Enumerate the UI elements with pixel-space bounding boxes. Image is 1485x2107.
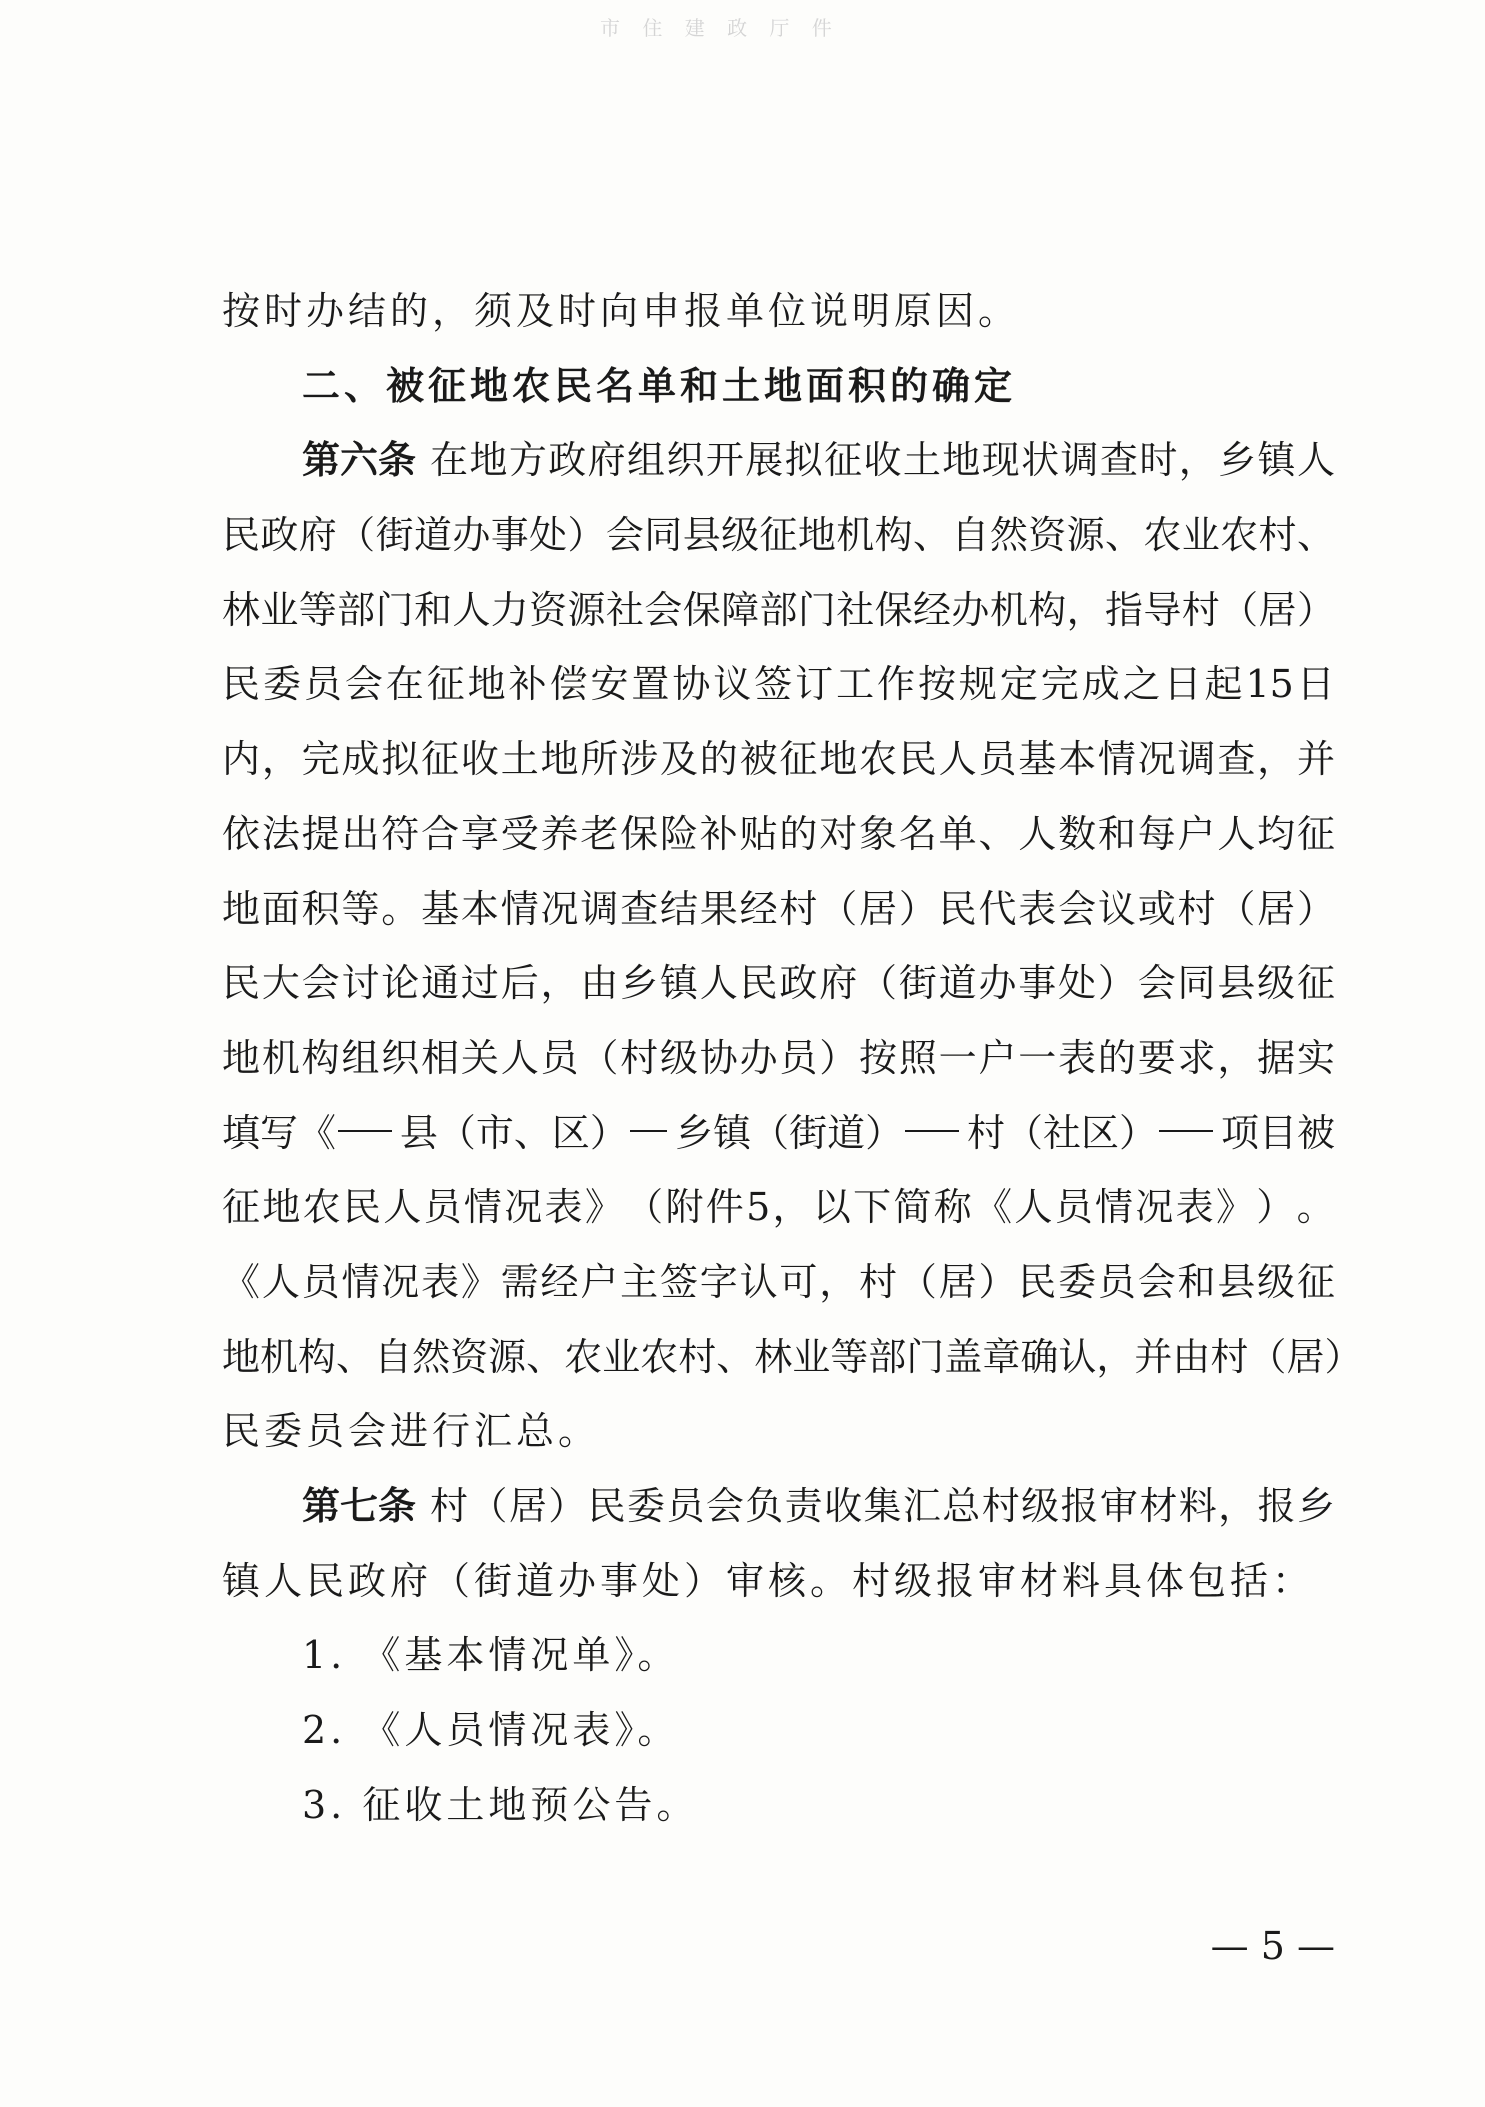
article-6-text: 在 地 方 政 府 组 织 开 展 拟 征 收 土 地 现 状 调 查 时 ， 乡 镇 人 <box>430 438 1335 483</box>
list-item: 2. 《人员情况表》。 <box>302 1708 680 1753</box>
article-7-text: 村 （ 居 ） 民 委 员 会 负 责 收 集 汇 总 村 级 报 审 材 料 ， 报 乡 <box>430 1484 1335 1528</box>
form-title-line <box>222 1096 1335 1171</box>
article-7-line <box>222 1469 1335 1544</box>
page-number: — 5 — <box>1210 1924 1335 1968</box>
article-7-label: 第七条 <box>302 1484 417 1528</box>
list-item: 3. 征收土地预公告。 <box>302 1782 699 1827</box>
text-line: 内 ， 完 成 拟 征 收 土 地 所 涉 及 的 被 征 地 农 民 人 员 基 本 情 况 调 查 ， 并 <box>222 737 1335 782</box>
blank-underline <box>905 1096 959 1132</box>
text-line: 地 机 构 组 织 相 关 人 员 （ 村 级 协 办 员 ） 按 照 一 户 一 表 的 要 求 ， 据 实 <box>222 1035 1335 1080</box>
text-line: 民 大 会 讨 论 通 过 后 ， 由 乡 镇 人 民 政 府 （ 街 道 办 事 处 ） 会 同 县 级 征 <box>222 961 1335 1006</box>
text-line: 地 机 构 、 自 然 资 源 、 农 业 农 村 、 林 业 等 部 门 盖 章 确 认 ， 并 由 村 （ 居 ） <box>222 1334 1363 1379</box>
list-item: 1. 《基本情况单》。 <box>302 1633 680 1678</box>
text-segment: 村（社区） <box>967 1110 1158 1155</box>
text-line: 镇人民政府（街道办事处）审核。村级报审材料具体包括： <box>222 1558 1315 1603</box>
text-line: 《 人 员 情 况 表 》 需 经 户 主 签 字 认 可 ， 村 （ 居 ） 民 委 员 会 和 县 级 征 <box>222 1259 1335 1304</box>
blank-underline <box>338 1096 392 1132</box>
text-line: 地 面 积 等 。 基 本 情 况 调 查 结 果 经 村 （ 居 ） 民 代 表 会 议 或 村 （ 居 ） <box>222 886 1335 931</box>
faint-header-stamp: 市 住 建 政 厅 件 <box>600 16 840 40</box>
text-line: 征 地 农 民 人 员 情 况 表 》 （ 附 件 5 ， 以 下 简 称 《 人 员 情 况 表 》 ） 。 <box>222 1185 1335 1230</box>
text-line: 民 委 员 会 在 征 地 补 偿 安 置 协 议 签 订 工 作 按 规 定 完 成 之 日 起 15 日 <box>222 662 1335 707</box>
blank-underline <box>630 1096 667 1132</box>
document-body <box>222 274 1363 1842</box>
text-segment: 填写《 <box>222 1110 337 1155</box>
text-segment: 县（市、区） <box>399 1110 628 1155</box>
text-segment: 项目被 <box>1220 1110 1335 1155</box>
blank-underline <box>1159 1096 1213 1132</box>
text-line: 民委员会进行汇总。 <box>222 1409 601 1454</box>
text-line: 民 政 府 （ 街 道 办 事 处 ） 会 同 县 级 征 地 机 构 、 自 然 资 源 、 农 业 农 村 、 <box>222 513 1335 558</box>
text-line: 依 法 提 出 符 合 享 受 养 老 保 险 补 贴 的 对 象 名 单 、 人 数 和 每 户 人 均 征 <box>222 811 1335 856</box>
text-line: 林 业 等 部 门 和 人 力 资 源 社 会 保 障 部 门 社 保 经 办 机 构 ， 指 导 村 （ 居 ） <box>222 587 1335 632</box>
text-segment: 乡镇（街道） <box>675 1110 904 1155</box>
text-line: 按时办结的，须及时向申报单位说明原因。 <box>222 289 1021 333</box>
article-6-line <box>222 423 1335 498</box>
article-6-label: 第六条 <box>302 438 417 483</box>
section-heading: 二、被征地农民名单和土地面积的确定 <box>302 363 1017 408</box>
